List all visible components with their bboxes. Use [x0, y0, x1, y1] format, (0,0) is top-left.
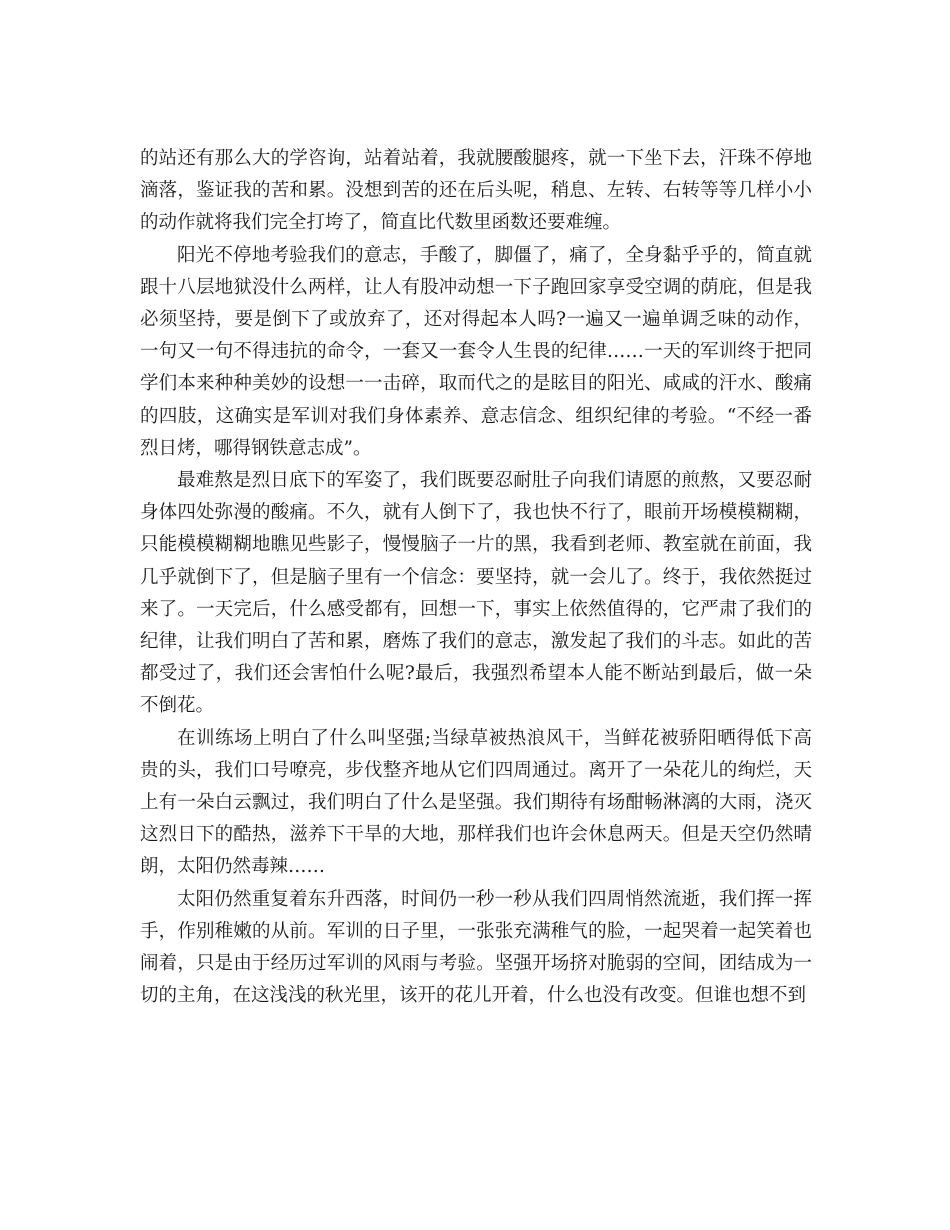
paragraph-5: 太阳仍然重复着东升西落，时间仍一秒一秒从我们四周悄然流逝，我们挥一挥手，作别稚嫩的从前。军训的日子里，一张张充满稚气的脸，一起哭着一起笑着也闹着，只是由于经历过军训的风雨与考验。坚强开场挤对脆弱的空间，团结成为一切的主角，在这浅浅的秋光里，该开的花儿开着，什么也没有改变。但谁也想不到	[140, 888, 812, 1007]
paragraph-3: 最难熬是烈日底下的军姿了，我们既要忍耐肚子向我们请愿的煎熬，又要忍耐身体四处弥漫的酸痛。不久，就有人倒下了，我也快不行了，眼前开场模模糊糊，只能模模糊糊地瞧见些影子，慢慢脑子一片的黑，我看到老师、教室就在前面，我几乎就倒下了，但是脑子里有一个信念：要坚持，就一会儿了。终于，我依然挺过来了。一天完后，什么感受都有，回想一下，事实上依然值得的，它严肃了我们的纪律，让我们明白了苦和累，磨炼了我们的意志，激发起了我们的斗志。如此的苦都受过了，我们还会害怕什么呢?最后，我强烈希望本人能不断站到最后，做一朵不倒花。	[140, 470, 812, 717]
paragraph-4: 在训练场上明白了什么叫坚强;当绿草被热浪风干，当鲜花被骄阳晒得低下高贵的头，我们口号嘹亮，步伐整齐地从它们四周通过。离开了一朵花儿的绚烂，天上有一朵白云飘过，我们明白了什么是坚强。我们期待有场酣畅淋漓的大雨，浇灭这烈日下的酷热，滋养下干旱的大地，那样我们也许会休息两天。但是天空仍然晴朗，太阳仍然毒辣……	[140, 727, 812, 878]
paragraph-1: 的站还有那么大的学咨询，站着站着，我就腰酸腿疼，就一下坐下去，汗珠不停地滴落，鉴证我的苦和累。没想到苦的还在后头呢，稍息、左转、右转等等几样小小的动作就将我们完全打垮了，简直比代数里函数还要难缠。	[140, 148, 812, 234]
paragraph-2: 阳光不停地考验我们的意志，手酸了，脚僵了，痛了，全身黏乎乎的，简直就跟十八层地狱没什么两样，让人有股冲动想一下子跑回家享受空调的荫庇，但是我必须坚持，要是倒下了或放弃了，还对得起本人吗?一遍又一遍单调乏味的动作，一句又一句不得违抗的命令，一套又一套令人生畏的纪律……一天的军训终于把同学们本来种种美妙的设想一一击碎，取而代之的是眩目的阳光、咸咸的汗水、酸痛的四肢，这确实是军训对我们身体素养、意志信念、组织纪律的考验。“不经一番烈日烤，哪得钢铁意志成”。	[140, 244, 812, 459]
document-body	[140, 143, 812, 1012]
